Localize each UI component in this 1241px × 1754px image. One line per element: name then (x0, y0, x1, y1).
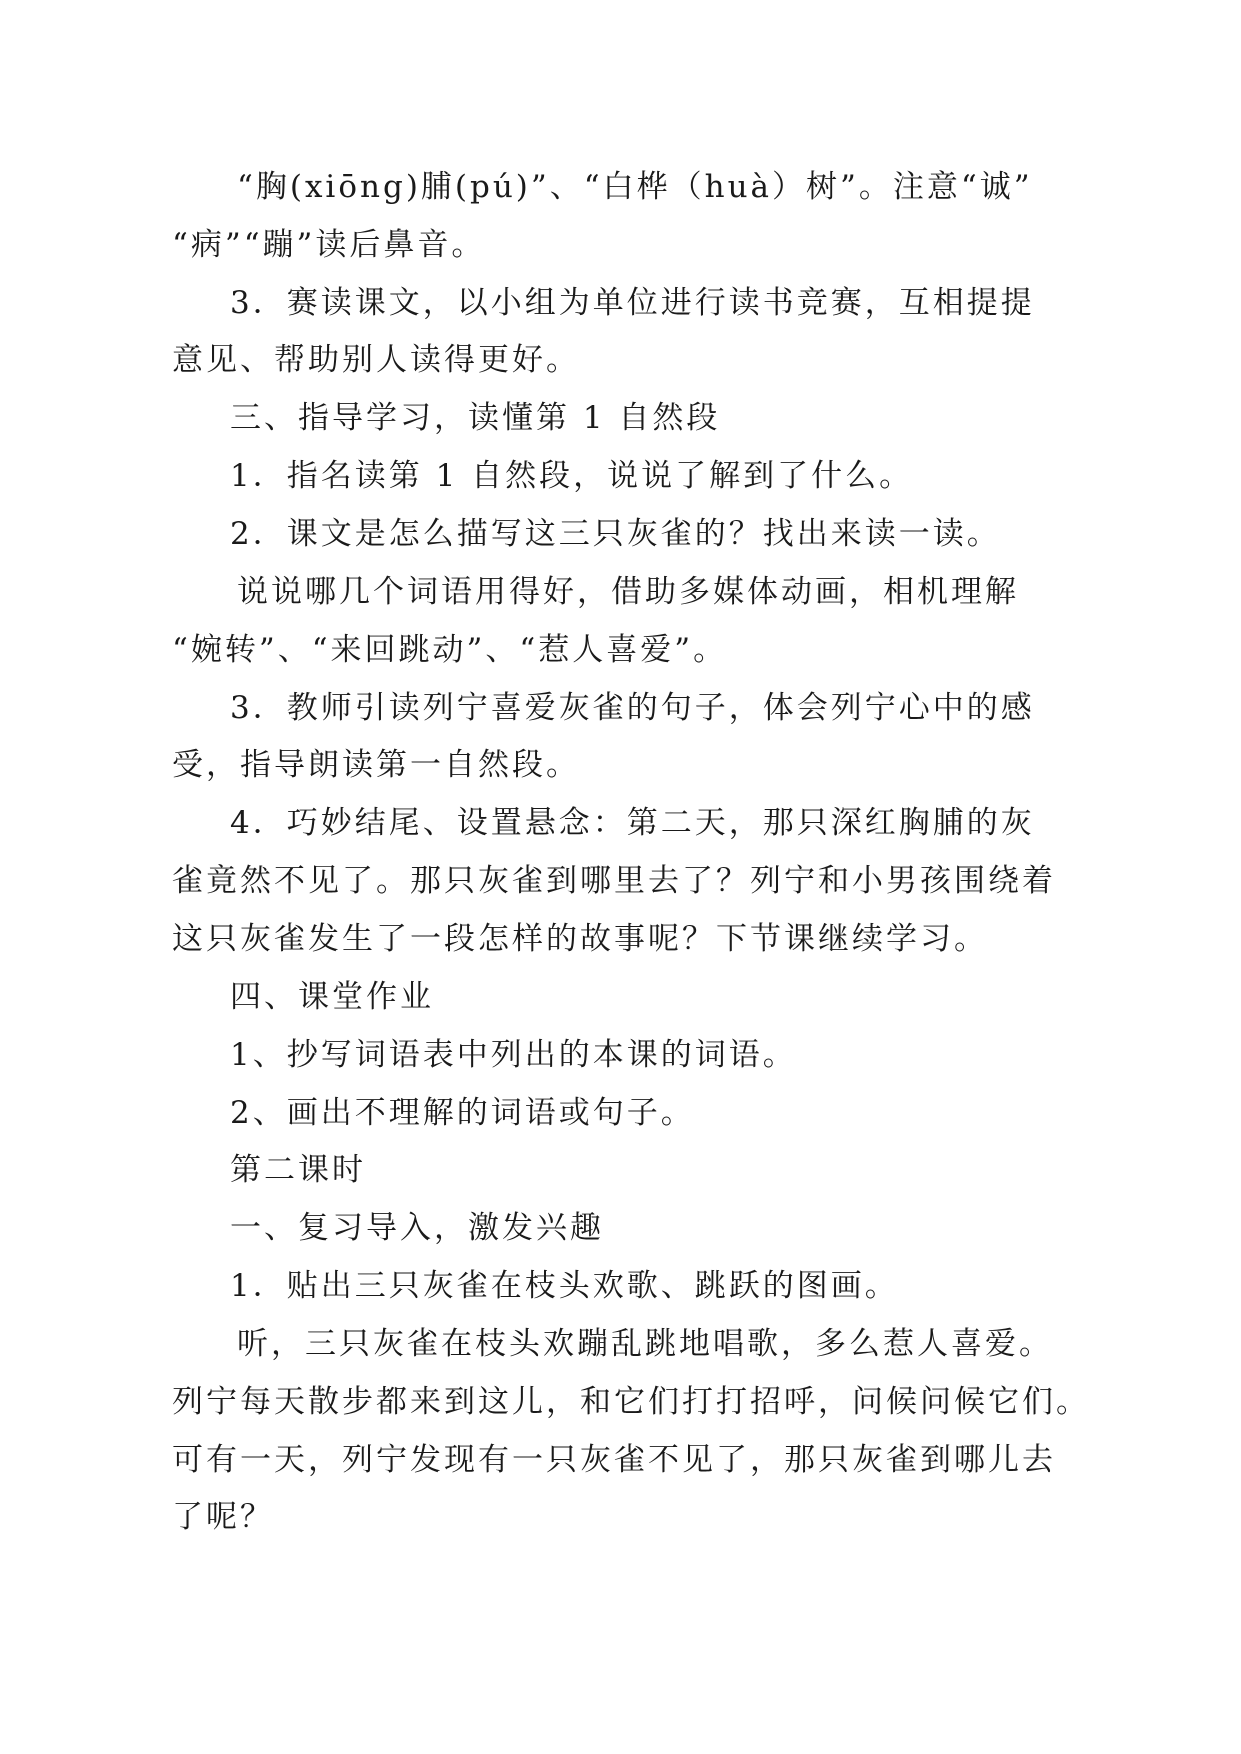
paragraph-line: 可有一天，列宁发现有一只灰雀不见了，那只灰雀到哪儿去 (172, 1442, 1056, 1478)
paragraph-line: “病”“蹦”读后鼻音。 (172, 227, 486, 263)
paragraph-line: 这只灰雀发生了一段怎样的故事呢？下节课继续学习。 (172, 921, 988, 957)
paragraph-line: “婉转”、“来回跳动”、“惹人喜爱”。 (172, 632, 728, 668)
section-heading: 三、指导学习，读懂第 1 自然段 (230, 400, 721, 436)
section-heading: 一、复习导入，激发兴趣 (230, 1210, 604, 1246)
paragraph-line: 说说哪几个词语用得好，借助多媒体动画，相机理解 (237, 574, 1019, 610)
paragraph-line: 1、抄写词语表中列出的本课的词语。 (230, 1037, 797, 1073)
paragraph-line: 2．课文是怎么描写这三只灰雀的？找出来读一读。 (230, 516, 1001, 552)
paragraph-line: “胸(xiōng)脯(pú)”、“白桦（huà）树”。注意“诚” (237, 169, 1033, 205)
paragraph-line: 列宁每天散步都来到这儿，和它们打打招呼，问候问候它们。 (172, 1384, 1090, 1420)
paragraph-line: 意见、帮助别人读得更好。 (172, 342, 580, 378)
section-heading: 四、课堂作业 (230, 979, 434, 1015)
paragraph-line: 受，指导朗读第一自然段。 (172, 747, 580, 783)
lesson-heading: 第二课时 (230, 1152, 366, 1188)
paragraph-line: 4．巧妙结尾、设置悬念：第二天，那只深红胸脯的灰 (230, 805, 1035, 841)
paragraph-line: 1．贴出三只灰雀在枝头欢歌、跳跃的图画。 (230, 1268, 899, 1304)
paragraph-line: 了呢？ (172, 1499, 274, 1535)
paragraph-line: 2、画出不理解的词语或句子。 (230, 1095, 695, 1131)
paragraph-line: 雀竟然不见了。那只灰雀到哪里去了？列宁和小男孩围绕着 (172, 863, 1056, 899)
paragraph-line: 3．赛读课文，以小组为单位进行读书竞赛，互相提提 (230, 285, 1035, 321)
paragraph-line: 3．教师引读列宁喜爱灰雀的句子，体会列宁心中的感 (230, 690, 1035, 726)
paragraph-line: 1．指名读第 1 自然段，说说了解到了什么。 (230, 458, 914, 494)
paragraph-line: 听，三只灰雀在枝头欢蹦乱跳地唱歌，多么惹人喜爱。 (237, 1326, 1053, 1362)
